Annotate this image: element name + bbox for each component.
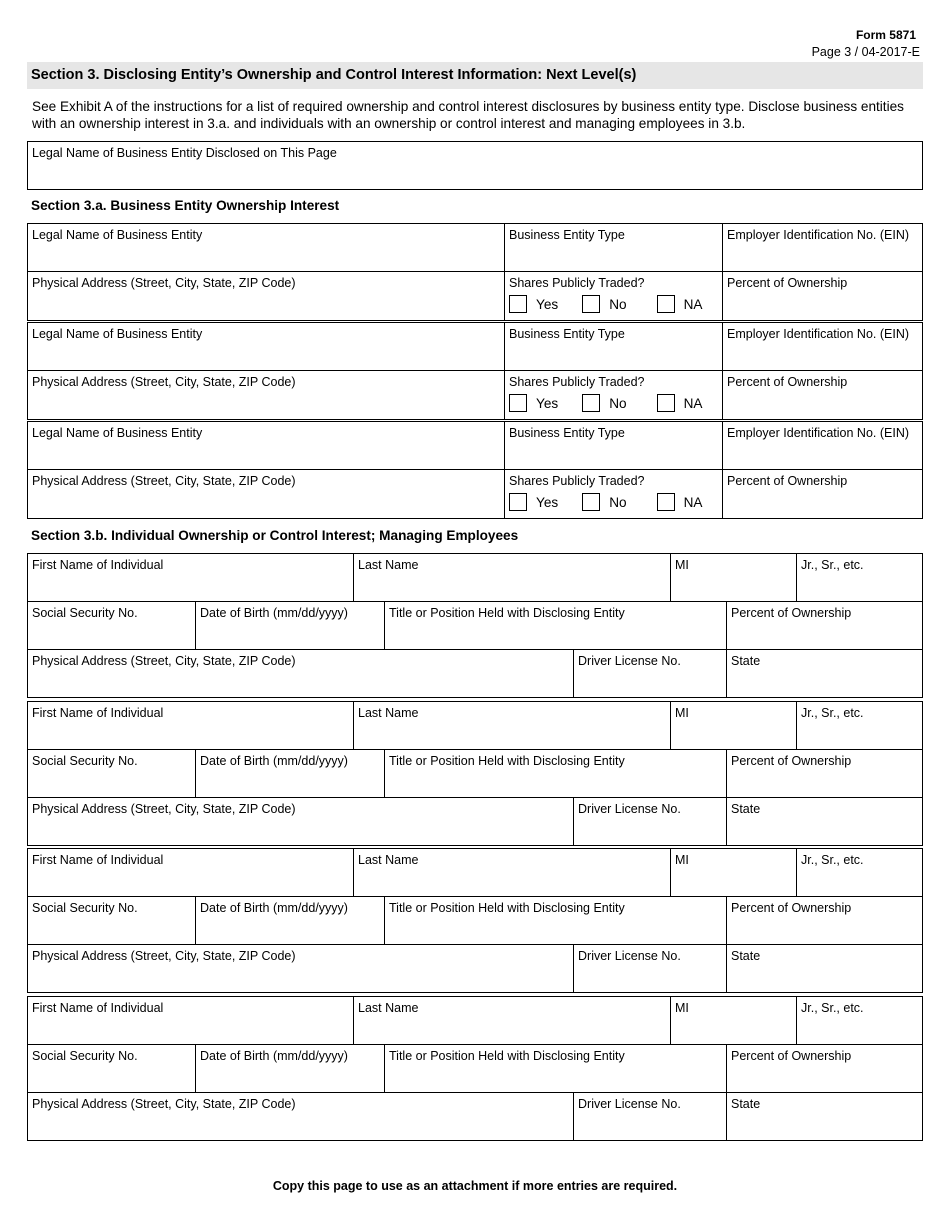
entity-2-yes-checkbox[interactable] [509,394,527,412]
entity-address-label: Physical Address (Street, City, State, ZIP Code) [32,276,296,290]
yes-label: Yes [536,494,559,510]
individual-4-dob-field [195,1044,385,1093]
license-label: Driver License No. [578,949,681,963]
footer-note: Copy this page to use as an attachment if more entries are required. [272,1179,678,1193]
entity-legal-name-label: Legal Name of Business Entity [32,327,203,341]
individual-4-first-name-field [27,996,354,1045]
yes-label: Yes [536,395,559,411]
individual-3-ssn-field [27,896,196,945]
percent-label: Percent of Ownership [731,901,852,915]
individual-4-ssn-input[interactable] [32,1071,191,1089]
suffix-label: Jr., Sr., etc. [801,558,864,572]
state-label: State [731,949,761,963]
entity-3-shares-traded-field [504,469,723,519]
entity-2-na-checkbox[interactable] [657,394,675,412]
individual-2-title-input[interactable] [389,776,722,794]
entity-1-type-input[interactable] [509,250,718,268]
license-label: Driver License No. [578,1097,681,1111]
individual-2-dob-input[interactable] [200,776,380,794]
individual-2-dob-field [195,749,385,798]
individual-4-percent-field [726,1044,923,1093]
individual-2-last-name-field [353,701,671,750]
disclosed-entity-name-input[interactable] [32,168,918,186]
entity-3-address-input[interactable] [32,497,500,515]
individual-1-license-input[interactable] [578,676,722,694]
license-label: Driver License No. [578,802,681,816]
individual-4-last-name-field [353,996,671,1045]
individual-3-title-field [384,896,727,945]
individual-3-suffix-field [796,848,923,897]
title-label: Title or Position Held with Disclosing Entity [389,1049,625,1063]
last-name-label: Last Name [358,1001,419,1015]
dob-label: Date of Birth (mm/dd/yyyy) [200,754,348,768]
individual-1-address-input[interactable] [32,676,569,694]
individual-3-last-name-input[interactable] [358,875,666,893]
individual-4-license-field [573,1092,727,1141]
entity-3-legal-name-field [27,421,505,470]
individual-4-first-name-input[interactable] [32,1023,349,1041]
title-label: Title or Position Held with Disclosing Entity [389,606,625,620]
suffix-label: Jr., Sr., etc. [801,1001,864,1015]
individual-3-dob-field [195,896,385,945]
entity-type-label: Business Entity Type [509,426,625,440]
entity-3-yes-checkbox[interactable] [509,493,527,511]
individual-3-suffix-input[interactable] [801,875,918,893]
individual-3-address-input[interactable] [32,971,569,989]
entity-1-yes-checkbox[interactable] [509,295,527,313]
dob-label: Date of Birth (mm/dd/yyyy) [200,901,348,915]
individual-3-state-input[interactable] [731,971,918,989]
entity-1-address-input[interactable] [32,299,500,317]
individual-1-first-name-field [27,553,354,602]
individual-1-dob-input[interactable] [200,628,380,646]
last-name-label: Last Name [358,706,419,720]
address-label: Physical Address (Street, City, State, ZIP Code) [32,802,296,816]
individual-1-ssn-input[interactable] [32,628,191,646]
suffix-label: Jr., Sr., etc. [801,706,864,720]
entity-1-ein-field [722,223,923,272]
disclosed-entity-name-field [27,141,923,190]
section-3-intro: See Exhibit A of the instructions for a list of required ownership and control interest disclosures by business entity type. Disclose business entities with an ownership interest in 3.a. and individuals with an ownership or control interest and managing employees in 3.b. [32,99,904,131]
state-label: State [731,802,761,816]
first-name-label: First Name of Individual [32,853,164,867]
entity-percent-label: Percent of Ownership [727,276,848,290]
individual-4-dob-input[interactable] [200,1071,380,1089]
entity-2-address-field [27,370,505,420]
shares-traded-options [509,295,702,313]
individual-3-percent-input[interactable] [731,923,918,941]
na-label: NA [683,395,703,411]
individual-2-state-field [726,797,923,846]
entity-1-percent-input[interactable] [727,299,918,317]
individual-2-mi-field [670,701,797,750]
entity-ein-label: Employer Identification No. (EIN) [727,327,910,341]
yes-label: Yes [536,296,559,312]
individual-1-ssn-field [27,601,196,650]
license-label: Driver License No. [578,654,681,668]
entity-3-ein-input[interactable] [727,448,918,466]
entity-3-percent-field [722,469,923,519]
mi-label: MI [675,558,689,572]
entity-2-type-field [504,322,723,371]
entity-2-percent-input[interactable] [727,398,918,416]
individual-2-address-input[interactable] [32,824,569,842]
title-label: Title or Position Held with Disclosing Entity [389,754,625,768]
individual-4-percent-input[interactable] [731,1071,918,1089]
mi-label: MI [675,853,689,867]
individual-1-mi-input[interactable] [675,580,792,598]
state-label: State [731,1097,761,1111]
no-label: No [609,494,627,510]
ssn-label: Social Security No. [32,754,138,768]
entity-1-na-checkbox[interactable] [657,295,675,313]
individual-2-mi-input[interactable] [675,728,792,746]
entity-2-ein-input[interactable] [727,349,918,367]
individual-2-last-name-input[interactable] [358,728,666,746]
individual-2-percent-field [726,749,923,798]
form-number: Form 5871 [855,28,916,42]
entity-type-label: Business Entity Type [509,327,625,341]
first-name-label: First Name of Individual [32,706,164,720]
dob-label: Date of Birth (mm/dd/yyyy) [200,1049,348,1063]
individual-1-title-field [384,601,727,650]
individual-4-ssn-field [27,1044,196,1093]
individual-2-ssn-input[interactable] [32,776,191,794]
individual-4-address-field [27,1092,574,1141]
address-label: Physical Address (Street, City, State, ZIP Code) [32,654,296,668]
individual-1-address-field [27,649,574,698]
entity-ein-label: Employer Identification No. (EIN) [727,426,910,440]
individual-1-percent-input[interactable] [731,628,918,646]
disclosed-entity-name-label: Legal Name of Business Entity Disclosed on This Page [32,146,337,160]
entity-1-shares-traded-field [504,271,723,321]
individual-1-suffix-field [796,553,923,602]
individual-3-mi-field [670,848,797,897]
individual-4-title-input[interactable] [389,1071,722,1089]
individual-4-mi-field [670,996,797,1045]
na-label: NA [683,296,703,312]
entity-address-label: Physical Address (Street, City, State, ZIP Code) [32,375,296,389]
entity-1-legal-name-field [27,223,505,272]
entity-2-address-input[interactable] [32,398,500,416]
entity-1-no-checkbox[interactable] [582,295,600,313]
entity-1-type-field [504,223,723,272]
no-label: No [609,395,627,411]
individual-4-suffix-field [796,996,923,1045]
individual-2-license-field [573,797,727,846]
individual-3-license-input[interactable] [578,971,722,989]
ssn-label: Social Security No. [32,606,138,620]
individual-1-state-field [726,649,923,698]
individual-2-ssn-field [27,749,196,798]
individual-1-mi-field [670,553,797,602]
entity-1-address-field [27,271,505,321]
entity-3-percent-input[interactable] [727,497,918,515]
entity-1-percent-field [722,271,923,321]
entity-3-address-field [27,469,505,519]
entity-1-ein-input[interactable] [727,250,918,268]
individual-3-license-field [573,944,727,993]
individual-4-suffix-input[interactable] [801,1023,918,1041]
entity-2-shares-traded-field [504,370,723,420]
individual-2-first-name-field [27,701,354,750]
shares-traded-options [509,493,702,511]
individual-3-title-input[interactable] [389,923,722,941]
individual-2-address-field [27,797,574,846]
title-label: Title or Position Held with Disclosing Entity [389,901,625,915]
ssn-label: Social Security No. [32,1049,138,1063]
individual-3-state-field [726,944,923,993]
individual-1-suffix-input[interactable] [801,580,918,598]
ssn-label: Social Security No. [32,901,138,915]
entity-2-no-checkbox[interactable] [582,394,600,412]
mi-label: MI [675,1001,689,1015]
individual-1-license-field [573,649,727,698]
individual-2-percent-input[interactable] [731,776,918,794]
entity-3-na-checkbox[interactable] [657,493,675,511]
suffix-label: Jr., Sr., etc. [801,853,864,867]
entity-3-legal-name-input[interactable] [32,448,500,466]
individual-4-license-input[interactable] [578,1119,722,1137]
shares-traded-options [509,394,702,412]
individual-3-percent-field [726,896,923,945]
entity-3-ein-field [722,421,923,470]
individual-3-ssn-input[interactable] [32,923,191,941]
individual-3-mi-input[interactable] [675,875,792,893]
individual-1-dob-field [195,601,385,650]
percent-label: Percent of Ownership [731,1049,852,1063]
individual-1-first-name-input[interactable] [32,580,349,598]
individual-4-state-field [726,1092,923,1141]
entity-2-legal-name-field [27,322,505,371]
entity-1-legal-name-input[interactable] [32,250,500,268]
first-name-label: First Name of Individual [32,558,164,572]
individual-3-dob-input[interactable] [200,923,380,941]
entity-2-ein-field [722,322,923,371]
section-3b-title: Section 3.b. Individual Ownership or Control Interest; Managing Employees [31,528,519,543]
no-label: No [609,296,627,312]
individual-3-last-name-field [353,848,671,897]
last-name-label: Last Name [358,853,419,867]
entity-address-label: Physical Address (Street, City, State, ZIP Code) [32,474,296,488]
state-label: State [731,654,761,668]
entity-3-type-field [504,421,723,470]
individual-1-last-name-field [353,553,671,602]
individual-4-last-name-input[interactable] [358,1023,666,1041]
section-3a-title: Section 3.a. Business Entity Ownership Interest [31,198,340,213]
entity-2-percent-field [722,370,923,420]
percent-label: Percent of Ownership [731,754,852,768]
entity-3-type-input[interactable] [509,448,718,466]
first-name-label: First Name of Individual [32,1001,164,1015]
individual-2-first-name-input[interactable] [32,728,349,746]
address-label: Physical Address (Street, City, State, ZIP Code) [32,949,296,963]
entity-type-label: Business Entity Type [509,228,625,242]
address-label: Physical Address (Street, City, State, ZIP Code) [32,1097,296,1111]
percent-label: Percent of Ownership [731,606,852,620]
entity-3-no-checkbox[interactable] [582,493,600,511]
individual-4-address-input[interactable] [32,1119,569,1137]
individual-1-last-name-input[interactable] [358,580,666,598]
entity-2-legal-name-input[interactable] [32,349,500,367]
entity-2-type-input[interactable] [509,349,718,367]
individual-2-license-input[interactable] [578,824,722,842]
entity-ein-label: Employer Identification No. (EIN) [727,228,910,242]
individual-1-title-input[interactable] [389,628,722,646]
entity-percent-label: Percent of Ownership [727,474,848,488]
individual-4-state-input[interactable] [731,1119,918,1137]
individual-4-title-field [384,1044,727,1093]
dob-label: Date of Birth (mm/dd/yyyy) [200,606,348,620]
individual-2-suffix-input[interactable] [801,728,918,746]
individual-2-suffix-field [796,701,923,750]
individual-3-first-name-input[interactable] [32,875,349,893]
individual-3-first-name-field [27,848,354,897]
individual-1-percent-field [726,601,923,650]
individual-3-address-field [27,944,574,993]
individual-2-title-field [384,749,727,798]
entity-legal-name-label: Legal Name of Business Entity [32,426,203,440]
individual-4-mi-input[interactable] [675,1023,792,1041]
page-info: Page 3 / 04-2017-E [811,45,920,59]
last-name-label: Last Name [358,558,419,572]
shares-traded-label: Shares Publicly Traded? [509,474,645,488]
shares-traded-label: Shares Publicly Traded? [509,375,645,389]
entity-percent-label: Percent of Ownership [727,375,848,389]
mi-label: MI [675,706,689,720]
entity-legal-name-label: Legal Name of Business Entity [32,228,203,242]
shares-traded-label: Shares Publicly Traded? [509,276,645,290]
section-3-title: Section 3. Disclosing Entity’s Ownership and Control Interest Information: Next Level(s) [27,62,923,89]
na-label: NA [683,494,703,510]
individual-1-state-input[interactable] [731,676,918,694]
individual-2-state-input[interactable] [731,824,918,842]
